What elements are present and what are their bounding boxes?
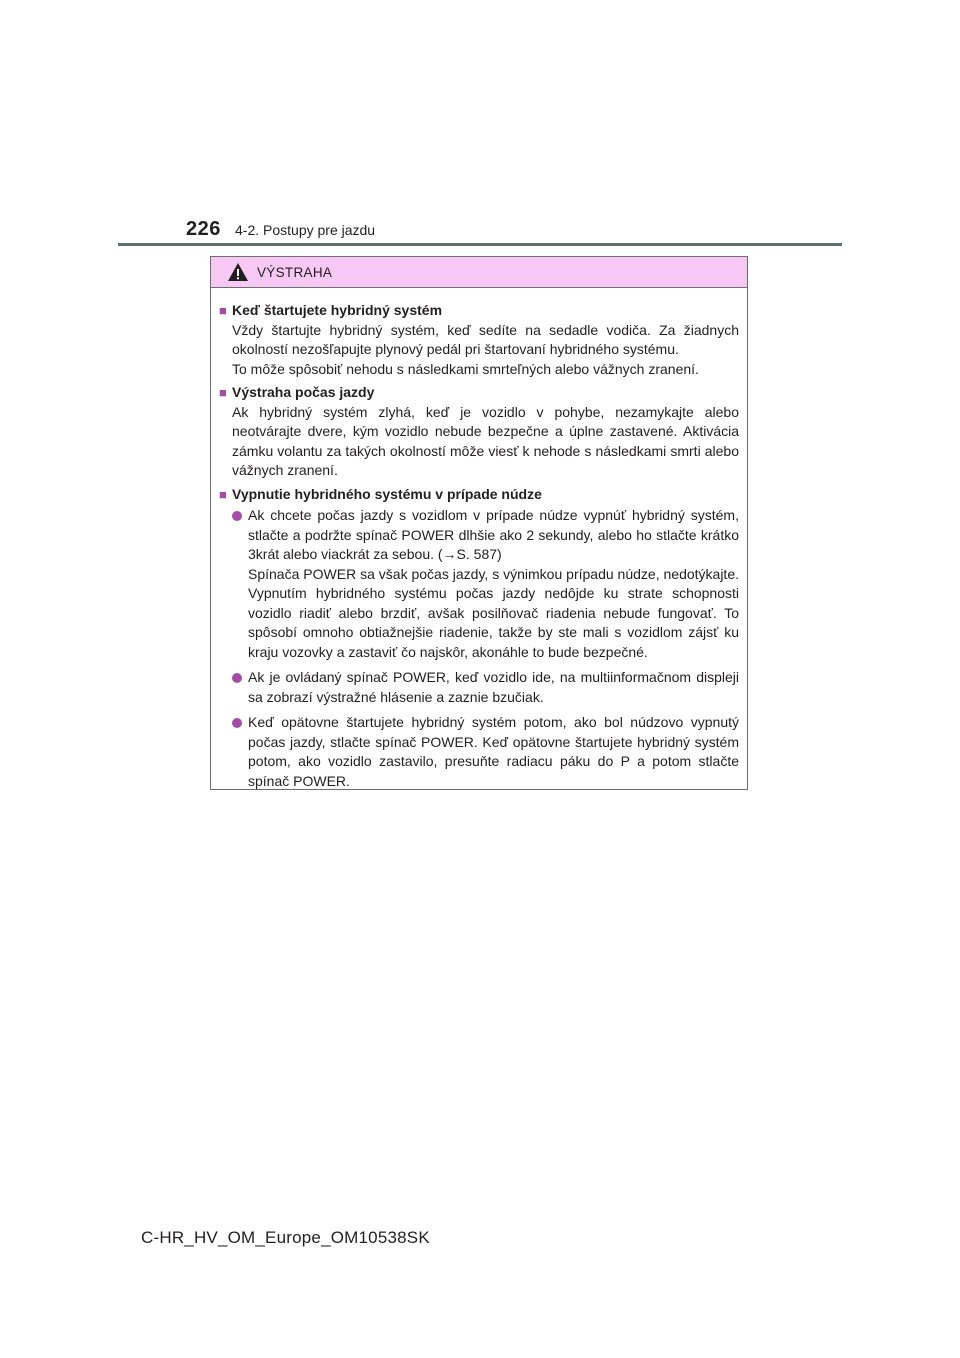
list-item <box>232 668 739 707</box>
warning-title: VÝSTRAHA <box>257 264 333 280</box>
section-heading-text: Keď štartujete hybridný systém <box>232 302 443 318</box>
paragraph: To môže spôsobiť nehodu s následkami smrteľných alebo vážnych zranení. <box>232 360 699 377</box>
section-heading <box>219 301 739 321</box>
section-heading <box>219 485 739 505</box>
paragraph: Spínača POWER sa však počas jazdy, s výnimkou prípadu núdze, nedotýkajte. Vypnutím hybridného systému počas jazdy nedôjde ku strate schopnosti vozidlo riadiť alebo brzdiť, avšak posilňovač riadenia nebude fungovať. To spôsobí omnoho obtiažnejšie riadenie, takže by ste mali s vozidlom zájsť ku kraju vozovky a zastaviť čo najskôr, akonáhle to bude bezpečné. <box>248 565 739 660</box>
paragraph: Ak hybridný systém zlyhá, keď je vozidlo v pohybe, nezamykajte alebo neotvárajte dvere, kým vozidlo nebude bezpečne a úplne zastavené. Aktivácia zámku volantu za takých okolností môže viesť k nehode s následkami smrti alebo vážnych zranení. <box>232 403 739 478</box>
warning-header <box>211 257 747 288</box>
section-body <box>232 403 739 481</box>
section-title: 4-2. Postupy pre jazdu <box>235 222 376 238</box>
header-rule <box>118 243 842 246</box>
round-bullet-icon <box>232 511 242 521</box>
document-code: C-HR_HV_OM_Europe_OM10538SK <box>141 1228 430 1247</box>
page-number: 226 <box>186 218 221 240</box>
square-bullet-icon: ■ <box>219 486 227 502</box>
warning-section <box>219 301 739 379</box>
list-item-text <box>248 506 739 662</box>
warning-section <box>219 485 739 792</box>
list-item-text <box>248 713 739 791</box>
section-heading-text: Vypnutie hybridného systému v prípade núdze <box>232 485 542 502</box>
list-item <box>232 713 739 791</box>
paragraph: Vždy štartujte hybridný systém, keď sedíte na sedadle vodiča. Za žiadnych okolností nezošľapujte plynový pedál pri štartovaní hybridného systému. <box>232 321 739 357</box>
warning-section <box>219 383 739 481</box>
paragraph: Ak je ovládaný spínač POWER, keď vozidlo ide, na multiinformačnom displeji sa zobrazí výstražné hlásenie a zaznie bzučiak. <box>248 669 739 705</box>
round-bullet-icon <box>232 673 242 683</box>
warning-triangle-icon <box>227 262 249 282</box>
square-bullet-icon: ■ <box>219 303 227 318</box>
paragraph: Ak chcete počas jazdy s vozidlom v prípade núdze vypnúť hybridný systém, stlačte a podržte spínač POWER dlhšie ako 2 sekundy, alebo ho stlačte krátko 3krát alebo viackrát za sebou. (→S. 587) <box>248 507 739 562</box>
round-bullet-icon <box>232 718 242 728</box>
paragraph: Keď opätovne štartujete hybridný systém potom, ako bol núdzovo vypnutý počas jazdy, stlačte spínač POWER. Keď opätovne štartujete hybridný systém potom, ako vozidlo zastavilo, presuňte radiacu páku do P a potom stlačte spínač POWER. <box>248 714 739 789</box>
list-item <box>232 506 739 662</box>
warning-content <box>211 288 747 791</box>
square-bullet-icon: ■ <box>219 385 227 400</box>
section-heading-text: Výstraha počas jazdy <box>232 384 375 400</box>
warning-box <box>210 256 748 790</box>
section-body <box>232 321 739 380</box>
list-item-text <box>248 668 739 707</box>
section-heading <box>219 383 739 403</box>
